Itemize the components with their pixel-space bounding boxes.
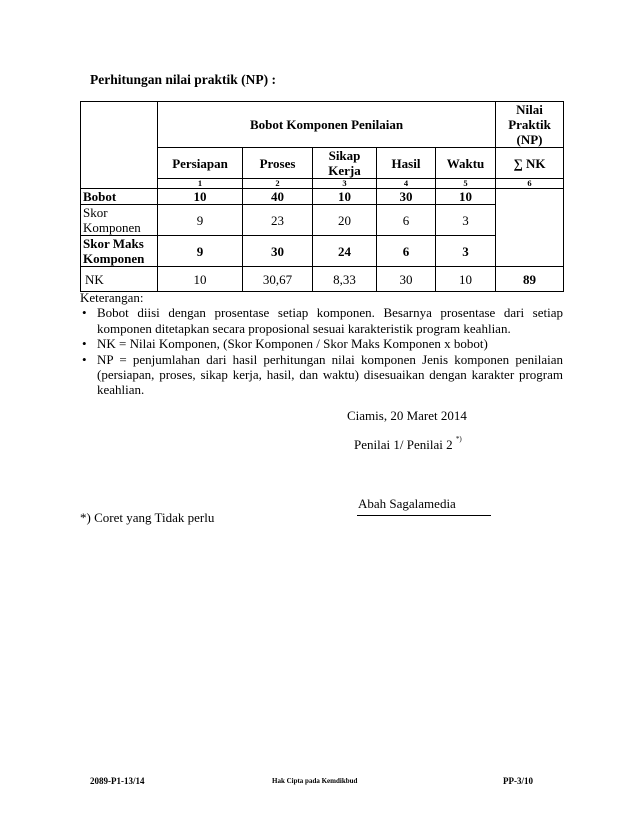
table-cell: 10 [436,189,496,205]
column-header: Waktu [436,148,496,179]
table-cell: 40 [243,189,313,205]
column-number: 6 [496,179,564,189]
column-header: Proses [243,148,313,179]
row-label: NK [81,267,158,292]
assessor-role [354,437,462,453]
table-cell: 24 [313,236,377,267]
footer-code: 2089-P1-13/14 [90,776,145,786]
table-cell: 8,33 [313,267,377,292]
table-cell: 6 [377,205,436,236]
keterangan-section [80,290,563,398]
keterangan-list [80,305,563,397]
signer-name: Abah Sagalamedia [358,496,456,511]
np-header: Nilai Praktik (NP) [496,102,564,148]
table-cell: 6 [377,236,436,267]
list-item: • NP = penjumlahan dari hasil perhitungan nilai komponen Jenis komponen penilaian (persiapan, proses, sikap kerja, hasil, dan waktu) disesuaikan dengan karakter program keahlian. [80,352,563,398]
total-cell: 89 [496,267,564,292]
table-cell: 3 [436,205,496,236]
table-cell: 10 [158,189,243,205]
assessor-role-text: Penilai 1/ Penilai 2 [354,437,453,452]
table-row [81,236,564,267]
table-cell: 20 [313,205,377,236]
keterangan-heading: Keterangan: [80,290,144,305]
table-cell: 30,67 [243,267,313,292]
table-header-row [81,102,564,148]
table-cell: 10 [313,189,377,205]
table-cell: 3 [436,236,496,267]
column-number: 3 [313,179,377,189]
table-cell: 10 [158,267,243,292]
table-cell: 30 [377,267,436,292]
footnote-note: *) Coret yang Tidak perlu [80,510,215,525]
column-number-row [81,179,564,189]
table-cell: 9 [158,205,243,236]
place-date: Ciamis, 20 Maret 2014 [347,408,467,423]
table-row [81,267,564,292]
list-item: • Bobot diisi dengan prosentase setiap komponen. Besarnya prosentase dari setiap komponen ditetapkan secara proposional sesuai karakteristik program keahlian. [80,305,563,336]
column-number: 4 [377,179,436,189]
column-header-row [81,148,564,179]
column-header: Hasil [377,148,436,179]
np-table [80,101,564,292]
table-row [81,205,564,236]
footer-page: PP-3/10 [503,776,533,786]
column-number: 2 [243,179,313,189]
section-title: Perhitungan nilai praktik (NP) : [90,72,277,87]
column-header: Persiapan [158,148,243,179]
row-label: Bobot [81,189,158,205]
table-cell: 23 [243,205,313,236]
table-cell: 9 [158,236,243,267]
group-header: Bobot Komponen Penilaian [158,102,496,148]
table-cell: 30 [377,189,436,205]
column-header: Sikap Kerja [313,148,377,179]
column-number: 1 [158,179,243,189]
list-item: • NK = Nilai Komponen, (Skor Komponen / Skor Maks Komponen x bobot) [80,336,563,351]
table-cell: 10 [436,267,496,292]
column-header: ∑ NK [496,148,564,179]
empty-corner-cell [81,179,158,189]
column-number: 5 [436,179,496,189]
footer-copyright: Hak Cipta pada Kemdikbud [272,777,358,785]
signature-line [357,515,491,516]
row-label: Skor Komponen [81,205,158,236]
empty-corner-cell [81,148,158,179]
table-cell: 30 [243,236,313,267]
total-cell-blank [496,189,564,267]
row-label: Skor Maks Komponen [81,236,158,267]
empty-corner-cell [81,102,158,148]
footnote-mark: *) [455,435,462,443]
table-row [81,189,564,205]
